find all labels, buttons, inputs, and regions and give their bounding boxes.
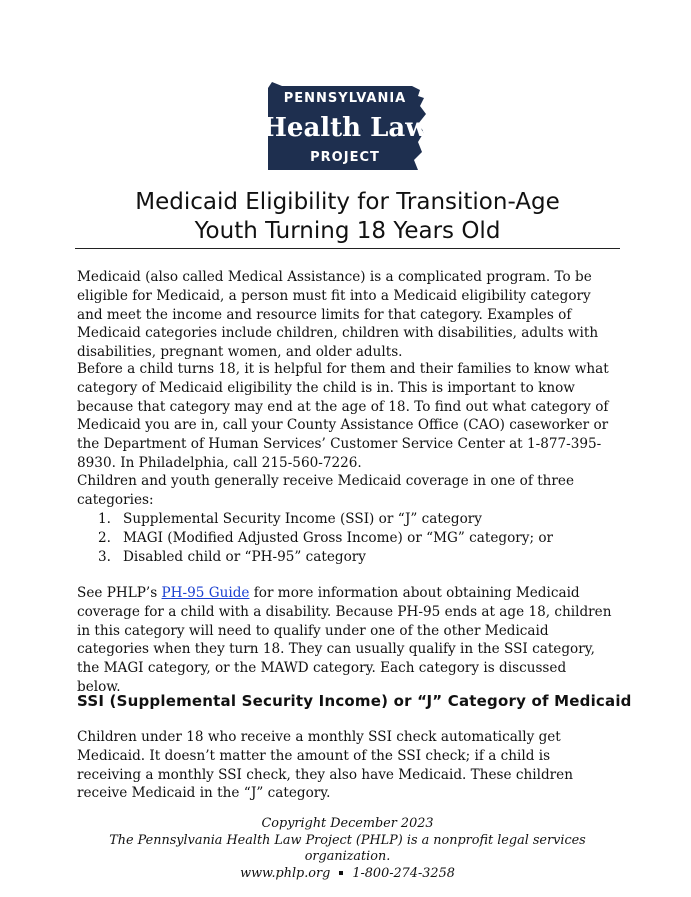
footer-copyright: Copyright December 2023 xyxy=(261,816,434,831)
list-item xyxy=(98,548,553,567)
logo-line-1: PENNSYLVANIA xyxy=(283,91,407,106)
page-title xyxy=(75,188,620,246)
footer-website: www.phlp.org xyxy=(240,865,331,881)
section-heading: SSI (Supplemental Security Income) or “J” Category of Medicaid xyxy=(77,692,632,710)
list-text: MAGI (Modified Adjusted Gross Income) or “MG” category; or xyxy=(123,529,554,546)
list-text: Disabled child or “PH-95” category xyxy=(123,548,366,565)
ph95-text-after: for more information about obtaining Medicaid coverage for a child with a disability. Because PH-95 ends at age 18, children in this category will need to qualify under one of the other Medicaid categories when they turn 18. They can usually qualify in the SSI category, the MAGI category, or the MAWD category. Each category is discussed below. xyxy=(77,585,612,695)
ph95-paragraph xyxy=(77,584,612,697)
title-line-2: Youth Turning 18 Years Old xyxy=(194,218,501,244)
title-divider xyxy=(75,248,620,249)
phlp-logo xyxy=(262,80,428,176)
ssi-paragraph: Children under 18 who receive a monthly SSI check automatically get Medicaid. It doesn’t matter the amount of the SSI check; if a child is receiving a monthly SSI check, they also have Medicaid. These children receive Medicaid in the “J” category. xyxy=(77,729,573,802)
list-number: 3. xyxy=(98,548,111,565)
list-number: 1. xyxy=(98,511,111,527)
list-item xyxy=(98,529,553,548)
list-number: 2. xyxy=(98,529,111,546)
ph95-guide-link[interactable]: PH-95 Guide xyxy=(161,585,250,601)
list-item xyxy=(98,510,553,529)
footer-organization: The Pennsylvania Health Law Project (PHLP) is a nonprofit legal services organization. xyxy=(109,832,586,864)
footer-phone: 1-800-274-3258 xyxy=(352,865,455,881)
ph95-text-before: See PHLP’s xyxy=(77,585,162,601)
page-footer xyxy=(75,816,620,882)
title-line-1: Medicaid Eligibility for Transition-Age xyxy=(135,189,560,215)
footer-contact xyxy=(75,866,620,883)
categories-intro: Children and youth generally receive Medicaid coverage in one of three categories: xyxy=(77,473,575,508)
logo-line-3: PROJECT xyxy=(310,150,380,165)
logo-line-2: Health Law xyxy=(262,113,428,143)
list-text: Supplemental Security Income (SSI) or “J” category xyxy=(123,511,482,527)
category-paragraph: Before a child turns 18, it is helpful for them and their families to know what category of Medicaid eligibility the child is in. This is important to know because that category may end at the age of 18. To find out what category of Medicaid you are in, call your County Assistance Office (CAO) caseworker or the Department of Human Services’ Customer Service Center at 1-877-395-8930. In Philadelphia, call 215-560-7226. xyxy=(77,361,609,471)
intro-paragraph: Medicaid (also called Medical Assistance) is a complicated program. To be eligible for Medicaid, a person must fit into a Medicaid eligibility category and meet the income and resource limits for that category. Examples of Medicaid categories include children, children with disabilities, adults with disabilities, pregnant women, and older adults. xyxy=(77,269,599,361)
separator-dot xyxy=(339,871,343,875)
category-list xyxy=(98,510,553,566)
